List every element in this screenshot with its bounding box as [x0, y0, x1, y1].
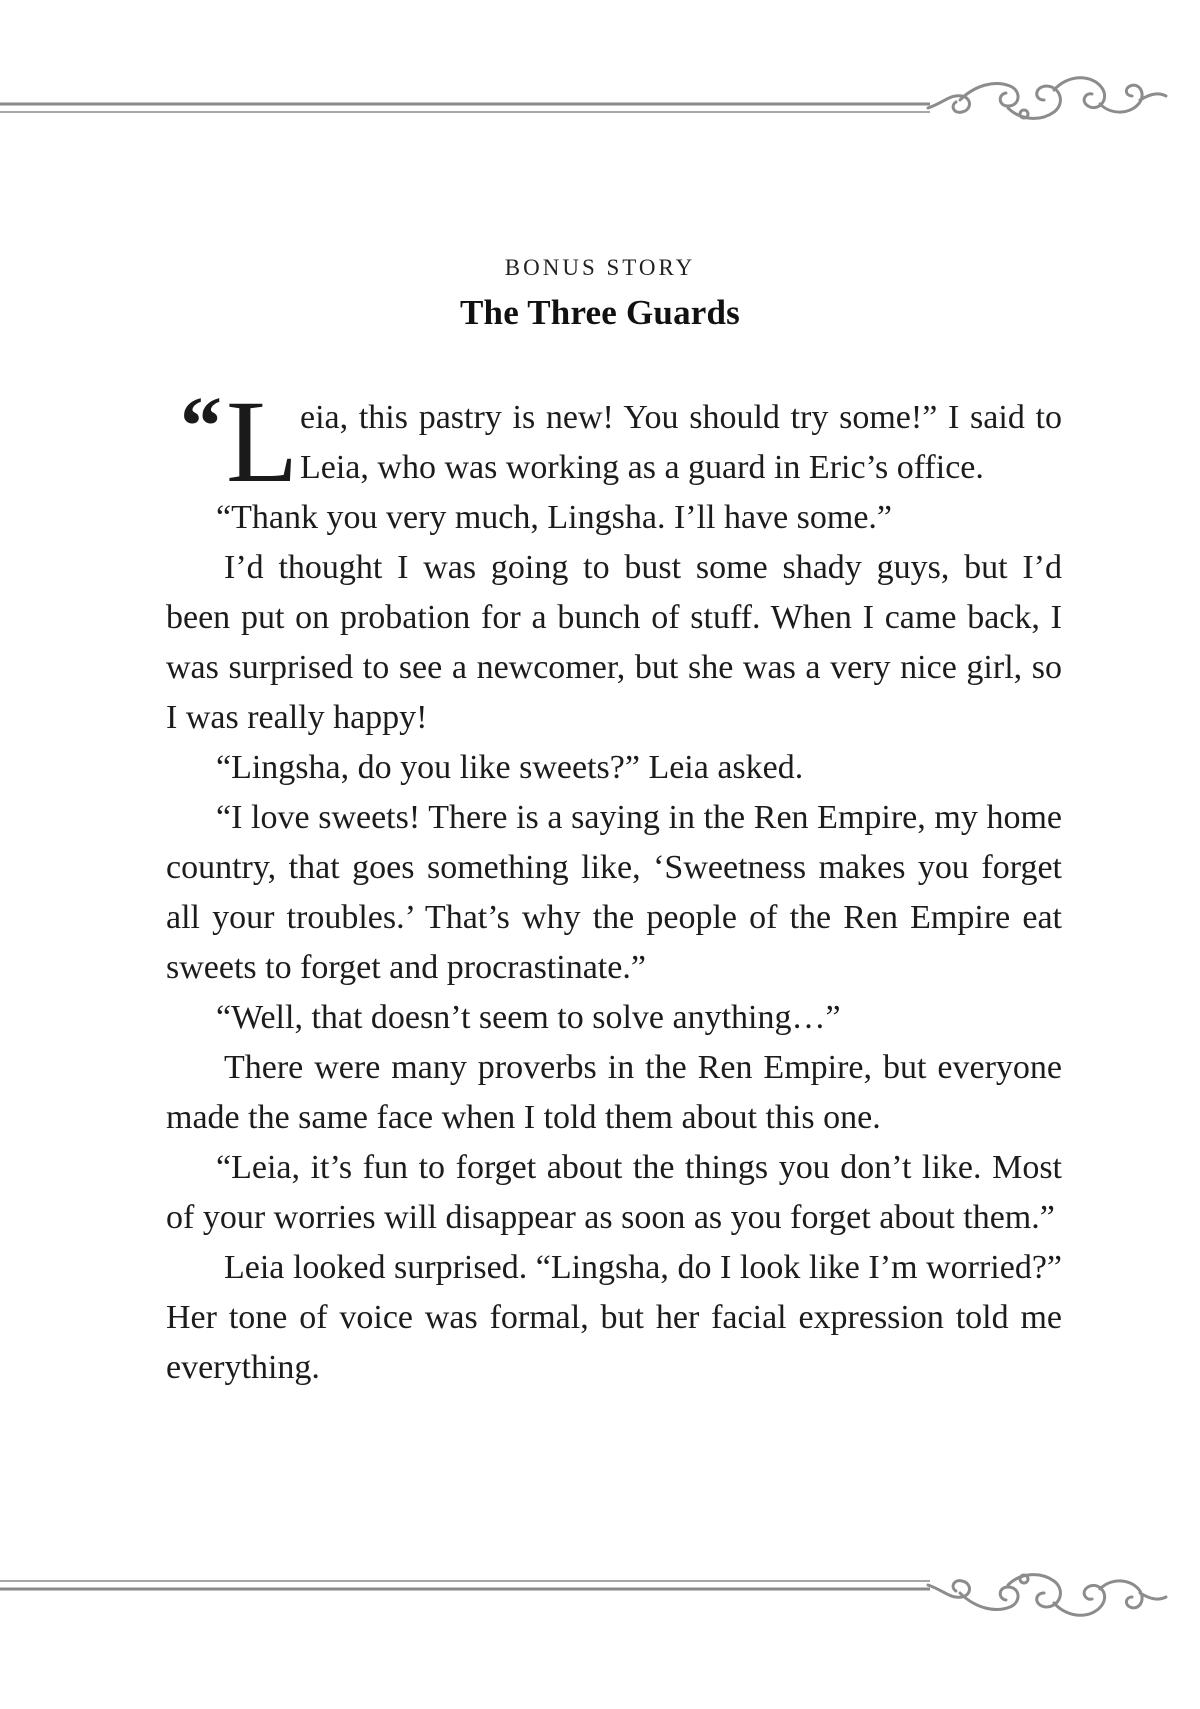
paragraph: “I love sweets! There is a saying in the Ren Empire, my home country, that goes something like, ‘Sweetness makes you forget all your troubles.’ That’s why the people of the Ren Empire eat sweets to forget and procrastinate.” — [166, 799, 1062, 986]
paragraph: I’d thought I was going to bust some shady guys, but I’d been put on probation for a bunch of stuff. When I came back, I was surprised to see a newcomer, but she was a very nice girl, so I was really happy! — [166, 549, 1062, 736]
paragraph: Leia looked surprised. “Lingsha, do I look like I’m worried?” Her tone of voice was formal, but her facial expression told me everything. — [166, 1249, 1062, 1386]
drop-cap-letter: L — [226, 376, 299, 507]
paragraph: “Leia, it’s fun to forget about the things you don’t like. Most of your worries will disappear as soon as you forget about them.” — [166, 1149, 1062, 1236]
story-body — [166, 376, 1062, 1393]
top-ornament-border — [0, 60, 1200, 140]
chapter-heading — [0, 255, 1200, 333]
paragraph: “Well, that doesn’t seem to solve anything…” — [216, 999, 841, 1036]
chapter-title: The Three Guards — [459, 293, 740, 332]
paragraph: “Thank you very much, Lingsha. I’ll have some.” — [216, 499, 893, 536]
paragraph-text: eia, this pastry is new! You should try some!” I said to Leia, who was working as a guard in Eric’s office. — [300, 399, 1062, 486]
bottom-ornament-border — [0, 1555, 1200, 1635]
drop-cap-quote: “ — [180, 380, 222, 473]
chapter-overline: BONUS STORY — [504, 255, 696, 280]
paragraph: There were many proverbs in the Ren Empire, but everyone made the same face when I told them about this one. — [166, 1049, 1062, 1136]
paragraph: “Lingsha, do you like sweets?” Leia asked. — [216, 749, 804, 786]
scroll-flourish-icon — [928, 78, 1166, 119]
paragraph — [166, 376, 1062, 507]
scroll-flourish-icon — [928, 1575, 1166, 1616]
drop-cap — [166, 376, 299, 507]
